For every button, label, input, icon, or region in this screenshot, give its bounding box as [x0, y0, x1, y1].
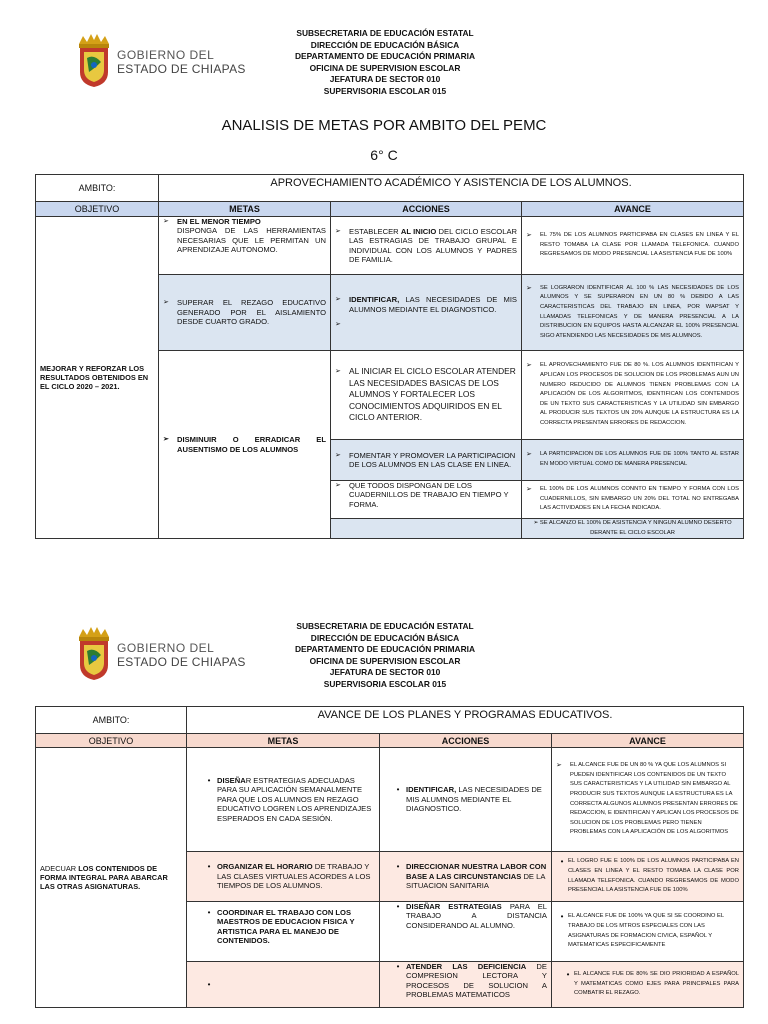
bullet-icon: •	[396, 962, 400, 971]
avance-text: EL ALCANCE FUE DE 80% SE DIO PRIORIDAD A ESPAÑOL Y MATEMATICAS COMO EJES PARA PRINCIPALES PARA COMBATIR EL REZAGO.	[574, 971, 739, 997]
accion-cell	[331, 440, 522, 481]
arrow-bullet-icon: ➢	[335, 368, 341, 376]
header-line: DEPARTAMENTO DE EDUCACIÓN PRIMARIA	[294, 51, 476, 62]
avance-text: EL 75% DE LOS ALUMNOS PARTICIPABA EN CLASES EN LINEA Y EL RESTO TOMABA LA CLASE POR LLAMADA TELEFONICA. CUANDO REGRESAMOS DE MODO PRESENCIAL LA ASISTENCIA FUE DE 100%	[540, 232, 739, 258]
arrow-bullet-icon: ➢	[335, 451, 341, 459]
meta-cell	[187, 962, 380, 1008]
ambito-label: AMBITO:	[36, 707, 187, 734]
avance-cell	[522, 481, 744, 519]
objetivo-pre: ADECUAR	[40, 864, 79, 873]
accion-cell	[380, 852, 552, 902]
accion-text: FOMENTAR Y PROMOVER LA PARTICIPACION DE LOS ALUMNOS EN LAS CLASE EN LINEA.	[349, 450, 516, 469]
document-title: ANALISIS DE METAS POR AMBITO DEL PEMC	[221, 117, 547, 134]
bullet-icon: •	[560, 912, 564, 922]
arrow-bullet-icon: ➢	[526, 362, 532, 370]
objetivo-text	[40, 864, 182, 891]
logo-line1: GOBIERNO DEL	[117, 641, 215, 655]
arrow-bullet-icon: ➢	[163, 218, 169, 225]
meta-cell	[159, 217, 331, 275]
institution-header	[260, 621, 510, 691]
header-line: OFICINA DE SUPERVISION ESCOLAR	[309, 62, 461, 73]
bullet-icon: •	[566, 970, 570, 980]
arrow-bullet-icon: ➢	[163, 436, 169, 444]
arrow-bullet-icon: ➢	[335, 227, 341, 235]
avance-text: LA PARTICIPACION DE LOS ALUMNOS FUE DE 100% TANTO AL ESTAR EN MODO VIRTUAL COMO DE MANERA PRESENCIAL	[540, 451, 739, 467]
bullet-icon: •	[560, 857, 564, 867]
arrow-bullet-icon: ➢	[526, 486, 532, 494]
header-line: DEPARTAMENTO DE EDUCACIÓN PRIMARIA	[294, 644, 476, 655]
accion-cell	[331, 519, 522, 539]
column-header-avance: AVANCE	[522, 202, 744, 217]
accion-cell	[331, 275, 522, 351]
arrow-bullet-icon: ➢	[163, 299, 169, 307]
avance-text: SE LOGRARON IDENTIFICAR AL 100 % LAS NECESIDADES DE LOS ALUMNOS Y SE SUPERARON EN UN 80 % DEBIDO A LAS CARACTERISTICAS DEL TRABAJO EN LINEA, POR WAPSAT Y LLAMADAS TELEFONICAS Y DE MANERA PRESENCIAL A LA DISTRIBUCION EN EQUIPOS HASTA ALCANZAR EL 100% PRESENCIAL SIGO ATENDIENDO LAS NECESIDADES DE MIS ALUMNOS.	[540, 284, 739, 339]
accion-cell	[380, 962, 552, 1008]
metas-table-1	[35, 174, 744, 539]
arrow-bullet-icon: ➢	[335, 482, 341, 489]
column-header-metas: METAS	[159, 202, 331, 217]
accion-cell	[331, 217, 522, 275]
avance-cell	[552, 902, 744, 962]
meta-cell	[159, 275, 331, 351]
avance-cell	[552, 962, 744, 1008]
ambito-label: AMBITO:	[36, 175, 159, 202]
ambito-value: AVANCE DE LOS PLANES Y PROGRAMAS EDUCATIVOS.	[187, 707, 744, 734]
accion-cell	[331, 481, 522, 519]
accion-cell	[331, 351, 522, 440]
header-line: DIRECCIÓN DE EDUCACIÓN BÁSICA	[310, 39, 460, 50]
arrow-bullet-icon: ➢	[335, 321, 341, 329]
accion-bold: AL INICIO	[400, 226, 437, 236]
bullet-icon: •	[207, 979, 211, 989]
column-header-metas: METAS	[187, 734, 380, 748]
column-header-avance: AVANCE	[552, 734, 744, 748]
objetivo-cell	[36, 217, 159, 539]
meta-cell	[187, 852, 380, 902]
chiapas-logo	[75, 625, 246, 685]
header-line: SUPERVISORIA ESCOLAR 015	[323, 678, 447, 689]
meta-text: DISMINUIR O ERRADICAR EL AUSENTISMO DE LOS ALUMNOS	[177, 435, 326, 454]
avance-text: EL ALCANCE FUE DE UN 80 % YA QUE LOS ALUMNOS SI PUEDEN IDENTIFICAR LOS CONTENIDOS DE UN TEXTO SUS CARACTERISTICAS Y LA UTILIDAD SIN EMBARGO AL PRODUCIR SUS TEXTOS AUNQUE LA ESTRUCTURA ES LA CORRECTA ALGUNOS ALUMNOS PRESENTAN ERRORES DE REDACCION, E IDENTIFICAN Y APLICAN LOS PROCESOS DE SOLUCION DE LOS PROBLEMAS PERO TIENEN PROBLEMAS CON LA APLICACIÓN DE LOS ALGORITMOS	[570, 762, 739, 836]
meta-text: DE TRABAJO Y LAS CLASES VIRTUALES ACORDES A LOS TIEMPOS DE LOS ALUMNOS.	[217, 862, 371, 891]
objetivo-bold: LOS CONTENIDOS DE FORMA INTEGRAL PARA ABARCAR LAS OTRAS ASIGNATURAS.	[40, 864, 168, 891]
objetivo-text: MEJORAR Y REFORZAR LOS RESULTADOS OBTENIDOS EN EL CICLO 2020 – 2021.	[40, 364, 149, 392]
accion-text: DE LA SITUACION SANITARIA	[406, 871, 545, 891]
accion-cell	[380, 902, 552, 962]
meta-cell	[159, 351, 331, 539]
bullet-icon: •	[207, 862, 211, 872]
header-line: SUPERVISORIA ESCOLAR 015	[323, 85, 447, 96]
avance-cell	[522, 351, 744, 440]
meta-cell	[187, 748, 380, 852]
header-line: JEFATURA DE SECTOR 010	[329, 74, 441, 85]
meta-bold: DISEÑA	[217, 775, 246, 785]
arrow-bullet-icon: ➢	[556, 762, 562, 770]
table-row	[36, 217, 744, 275]
objetivo-cell	[36, 748, 187, 1008]
accion-text: QUE TODOS DISPONGAN DE LOS CUADERNILLOS DE TRABAJO EN TIEMPO Y FORMA.	[349, 481, 509, 509]
grade-label: 6° C	[370, 147, 398, 163]
coat-of-arms-icon	[75, 32, 113, 88]
arrow-bullet-icon: ➢	[533, 520, 539, 526]
avance-text: SE ALCANZO EL 100% DE ASISTENCIA Y NINGUN ALUMNO DESERTO DERANTE EL CICLO ESCOLAR	[539, 520, 732, 536]
accion-bold: ATENDER LAS DEFICIENCIA	[406, 962, 527, 971]
meta-text: DISPONGA DE LAS HERRAMIENTAS NECESARIAS QUE LE PERMITAN UN APRENDIZAJE AUTONOMO.	[177, 226, 326, 255]
column-header-acciones: ACCIONES	[380, 734, 552, 748]
bullet-icon: •	[207, 908, 211, 917]
metas-table-2	[35, 706, 744, 1008]
meta-cell	[187, 902, 380, 962]
meta-text: COORDINAR EL TRABAJO CON LOS MAESTROS DE EDUCACION FISICA Y ARTISTICA PARA EL MANEJO DE CONTENIDOS.	[217, 908, 355, 946]
accion-text: LAS NECESIDADES DE MIS ALUMNOS MEDIANTE EL DIAGNOSTICO.	[349, 295, 517, 314]
avance-text: EL 100% DE LOS ALUMNOS CONNTO EN TIEMPO Y FORMA CON LOS CUADERNILLOS, SIN EMBARGO UN 20% DEL TOTAL NO ENTREGABA LAS ACTIVIDADES EN LA FECHA INDICADA.	[540, 486, 739, 512]
header-line: DIRECCIÓN DE EDUCACIÓN BÁSICA	[310, 632, 460, 643]
arrow-bullet-icon: ➢	[526, 284, 532, 292]
accion-text: DE COMPRESION LECTORA Y PROCESOS DE SOLUCION A PROBLEMAS MATEMATICOS	[406, 962, 547, 1000]
arrow-bullet-icon: ➢	[526, 232, 532, 240]
header-line: SUBSECRETARIA DE EDUCACIÓN ESTATAL	[296, 28, 474, 38]
avance-cell	[522, 440, 744, 481]
accion-text: LAS NECESIDADES DE MIS ALUMNOS MEDIANTE EL DIAGNOSTICO.	[406, 785, 542, 814]
chiapas-logo	[75, 32, 246, 92]
avance-text: EL LOGRO FUE E 100% DE LOS ALUMNOS PARTICIPABA EN CLASES EN LINEA Y EL RESTO TOMABA LA CLASE POR LLAMADA TELEFONICA. CUANDO REGRESAMOS DE MODO PRESENCIAL LA ASISTENCIA FUE DE 100%	[568, 858, 739, 894]
header-line: OFICINA DE SUPERVISION ESCOLAR	[309, 655, 461, 666]
coat-of-arms-icon	[75, 625, 113, 681]
bullet-icon: •	[396, 785, 400, 795]
column-header-acciones: ACCIONES	[331, 202, 522, 217]
arrow-bullet-icon: ➢	[526, 451, 532, 459]
meta-bold: EN EL MENOR TIEMPO	[177, 217, 261, 226]
accion-bold: IDENTIFICAR,	[406, 785, 457, 795]
avance-cell	[522, 519, 744, 539]
accion-text: PARA EL TRABAJO A DISTANCIA CONSIDERANDO AL ALUMNO.	[406, 902, 547, 930]
logo-line2: ESTADO DE CHIAPAS	[117, 655, 246, 669]
bullet-icon: •	[396, 862, 400, 872]
avance-text: EL APROVECHAMIENTO FUE DE 80 %. LOS ALUMNOS IDENTIFICAN Y APLICAN LOS PROCESOS DE SOLUCION DE LOS PROBLEMAS AUN UN NUMERO REDUCIDO DE ALUMNOS TIENEN PROBLEMAS CON LA APLICACIÓN DE LOS ALGORITMOS, IDENTIFICAN LOS CONTENIDOS DE UN TEXTO SUS CARACTERISTICAS Y LA UTILIDAD SIN EMBARGO AL PRODUCIR SUS TEXTOS UN 20% AUNQUE LA ESTRUCTURA ES LA CORRECTA PRESENTAN ERRORES DE REDACCION.	[540, 362, 739, 426]
column-header-objetivo: OBJETIVO	[36, 202, 159, 217]
column-header-objetivo: OBJETIVO	[36, 734, 187, 748]
accion-bold: DIRECCIONAR NUESTRA LABOR CON BASE A LAS CIRCUNSTANCIAS	[406, 862, 547, 881]
ambito-value: APROVECHAMIENTO ACADÉMICO Y ASISTENCIA DE LOS ALUMNOS.	[159, 175, 744, 202]
accion-text: ESTABLECER	[349, 226, 401, 236]
bullet-icon: •	[396, 902, 400, 911]
table-row	[36, 748, 744, 852]
accion-bold: IDENTIFICAR,	[349, 295, 400, 305]
logo-line2: ESTADO DE CHIAPAS	[117, 62, 246, 76]
avance-cell	[522, 217, 744, 275]
accion-text: AL INICIAR EL CICLO ESCOLAR ATENDER LAS NECESIDADES BASICAS DE LOS ALUMNOS Y FORTALECER LOS CONOCIMIENTOS ADQUIRIDOS EN EL CICLO ANTERIOR.	[349, 366, 516, 423]
header-line: JEFATURA DE SECTOR 010	[329, 667, 441, 678]
avance-cell	[552, 852, 744, 902]
accion-text: DEL CICLO ESCOLAR LAS ESTRAGIAS DE TRABAJO GRUPAL E INDIVIDUAL CON LOS ALUMNOS Y PADRES DE FAMILIA.	[349, 226, 517, 264]
institution-header	[260, 28, 510, 98]
bullet-icon: •	[207, 775, 211, 785]
meta-text: R ESTRATEGIAS ADECUADAS PARA SU APLICACIÓN SEMANALMENTE PARA QUE LOS ALUMNOS EN REZAGO EDUCATIVO LOGREN LOS APRENDIZAJES ESPERADOS EN CADA SESIÓN.	[217, 775, 372, 823]
header-line: SUBSECRETARIA DE EDUCACIÓN ESTATAL	[296, 621, 474, 631]
avance-text: EL ALCANCE FUE DE 100% YA QUE SI SE COORDINO EL TRABAJO DE LOS MTROS ESPECIALES CON LAS ASIGNATURAS DE FORMACION CIVICA, ESPAÑOL Y MATEMATICAS ESPECIFICAMENTE	[568, 913, 724, 949]
accion-cell	[380, 748, 552, 852]
avance-cell	[522, 275, 744, 351]
meta-text: SUPERAR EL REZAGO EDUCATIVO GENERADO POR EL AISLAMIENTO DESDE CUARTO GRADO.	[177, 298, 326, 327]
accion-bold: DISEÑAR ESTRATEGIAS	[406, 902, 502, 911]
avance-cell	[552, 748, 744, 852]
meta-bold: ORGANIZAR EL HORARIO	[217, 862, 313, 872]
arrow-bullet-icon: ➢	[335, 296, 341, 304]
logo-line1: GOBIERNO DEL	[117, 48, 215, 62]
